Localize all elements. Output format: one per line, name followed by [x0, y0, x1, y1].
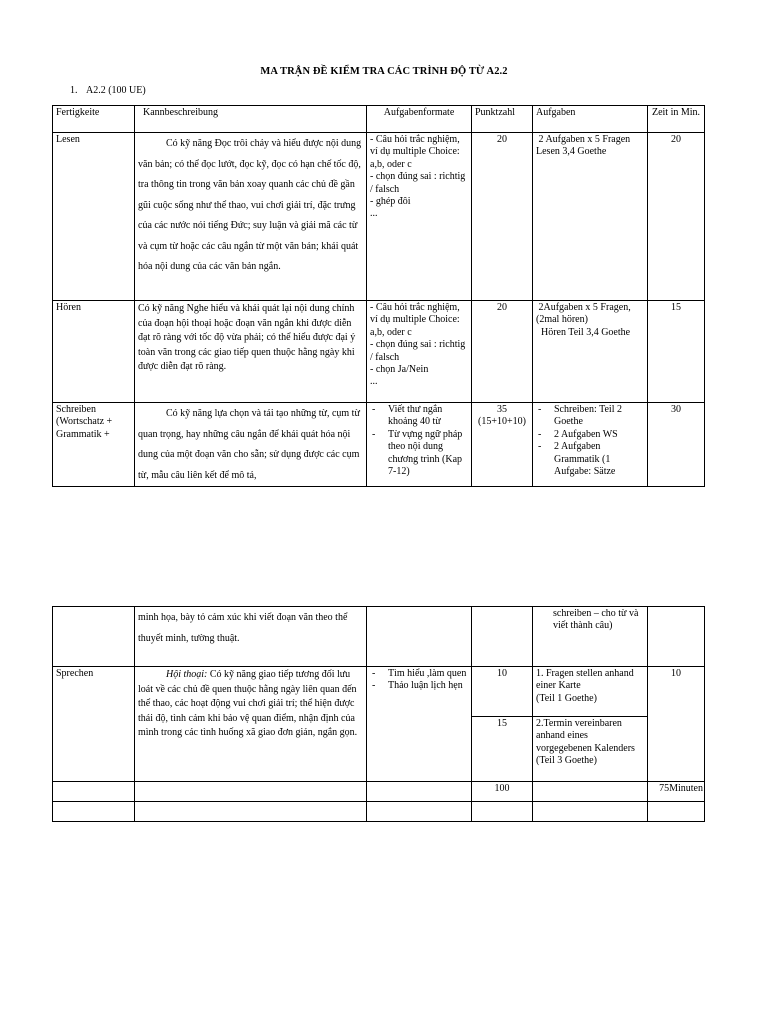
task-item: 2.Termin vereinbaren anhand eines vorgegebenen Kalenders — [536, 718, 635, 754]
task-item: - 2 Aufgaben Grammatik (1 Aufgabe: Sätze — [536, 441, 644, 478]
skill-cell: Hören — [53, 301, 135, 403]
description-cell — [135, 667, 367, 782]
format-item: - chọn Ja/Nein — [370, 364, 429, 376]
format-item: - Tìm hiểu ,làm quen — [370, 668, 468, 680]
row-empty — [53, 802, 705, 822]
tasks-cell — [533, 133, 648, 301]
row-lesen — [53, 133, 705, 301]
skill-cell — [53, 607, 135, 667]
points-cell-1: 10 — [472, 667, 533, 717]
skill-cell — [53, 782, 135, 802]
empty-cell — [135, 802, 367, 822]
tasks-cell-1 — [533, 667, 648, 717]
points-breakdown: (15+10+10) — [478, 416, 526, 428]
format-item: - Từ vựng ngữ pháp theo nội dung chương trình (Kap 7-12) — [370, 429, 468, 479]
description-cell: Có kỹ năng Đọc trôi chảy và hiểu được nội dung văn bản; có thể đọc lướt, đọc kỹ, đọc có hạn chế tốc độ, tra thông tin trong văn bản xoay quanh các chủ đề gần gũi cuộc sống như thể thao, vui chơi giải trí, đặc trưng của các nước nói tiếng Đức; suy luận và giải mã các từ và cụm từ hoặc các câu ngắn từ một văn bản; khái quát hóa nội dung của các văn bản ngắn. — [135, 133, 367, 301]
description-cell: Có kỹ năng Nghe hiểu và khái quát lại nội dung chính của đoạn hội thoại hoặc đoạn văn ngắn khi được diễn đạt rõ ràng với tốc độ vừa phải; có thể hiểu được đại ý toàn văn trong các giao tiếp quen thuộc hằng ngày khi được diễn đạt rõ ràng. — [135, 301, 367, 403]
description-cell: Có kỹ năng lựa chọn và tái tạo những từ, cụm từ quan trọng, hay những câu ngắn để khái quát hóa nội dung của một đoạn văn cho sẵn; sử dụng được các cụm từ, mẫu câu liên kết để mô tả, — [135, 403, 367, 487]
formats-cell — [367, 667, 472, 782]
format-item: - Viết thư ngắn khoảng 40 từ — [370, 404, 468, 429]
section-heading — [70, 85, 146, 96]
points-cell — [472, 607, 533, 667]
task-item: (Teil 3 Goethe) — [536, 755, 597, 767]
skill-cell: Lesen — [53, 133, 135, 301]
format-item: - chọn đúng sai : richtig / falsch — [370, 339, 466, 363]
tasks-cell — [533, 782, 648, 802]
header-description: Kannbeschreibung — [135, 106, 367, 133]
empty-cell — [367, 802, 472, 822]
points-value: 35 — [497, 404, 507, 415]
skill-cell: Sprechen — [53, 667, 135, 782]
header-skill: Fertigkeite — [53, 106, 135, 133]
matrix-table-part-2 — [52, 606, 705, 822]
points-cell-2: 15 — [472, 717, 533, 782]
points-cell — [472, 403, 533, 487]
task-item: 1. Fragen stellen anhand einer Karte — [536, 668, 634, 692]
task-item: - Schreiben: Teil 2 Goethe — [536, 404, 644, 429]
section-number: 1. — [70, 85, 78, 96]
tasks-cell — [533, 607, 648, 667]
description-cell: minh họa, bày tỏ cảm xúc khi viết đoạn văn theo thể thuyết minh, tường thuật. — [135, 607, 367, 667]
task-item: Hören Teil 3,4 Goethe — [536, 326, 631, 338]
header-tasks: Aufgaben — [533, 106, 648, 133]
format-item: - Câu hỏi trắc nghiệm, ví dụ multiple Choice: a,b, oder c — [370, 302, 460, 338]
empty-cell — [533, 802, 648, 822]
row-total — [53, 782, 705, 802]
time-cell — [648, 607, 705, 667]
format-item: - chọn đúng sai : richtig / falsch — [370, 171, 466, 195]
format-item: ... — [370, 376, 378, 388]
task-item: 2Aufgaben x 5 Fragen, — [536, 302, 631, 313]
row-schreiben-continued — [53, 607, 705, 667]
task-item: 2 Aufgaben x 5 Fragen — [536, 134, 631, 145]
task-item: Lesen 3,4 Goethe — [536, 146, 607, 158]
points-cell: 20 — [472, 133, 533, 301]
points-cell: 20 — [472, 301, 533, 403]
formats-cell — [367, 133, 472, 301]
tasks-cell — [533, 301, 648, 403]
total-points: 100 — [472, 782, 533, 802]
tasks-cell — [533, 403, 648, 487]
page-title: MA TRẬN ĐỀ KIỂM TRA CÁC TRÌNH ĐỘ TỪ A2.2 — [260, 66, 508, 77]
description-body: Có kỹ năng giao tiếp tương đối lưu loát về các chủ đề quen thuộc hằng ngày liên quan đến thể thao, các hoạt động vui chơi giải trí; thể hiện được thái độ, tình cảm khi bảo vệ quan điểm, nhận định của mình trong các tình huống xã giao đơn giản, ngắn gọn. — [138, 669, 358, 738]
task-item: schreiben – cho từ và viết thành câu) — [553, 608, 639, 632]
time-cell: 15 — [648, 301, 705, 403]
section-label: A2.2 (100 UE) — [86, 85, 146, 96]
description-cell — [135, 782, 367, 802]
empty-cell — [53, 802, 135, 822]
formats-cell — [367, 607, 472, 667]
task-item: - 2 Aufgaben WS — [536, 429, 644, 441]
task-item: (Teil 1 Goethe) — [536, 692, 597, 704]
row-sprechen — [53, 667, 705, 717]
row-schreiben — [53, 403, 705, 487]
time-cell: 20 — [648, 133, 705, 301]
empty-cell — [648, 802, 705, 822]
format-item: - ghép đôi — [370, 196, 411, 208]
tasks-cell-2 — [533, 717, 648, 782]
header-points: Punktzahl — [472, 106, 533, 133]
description-lead: Hội thoại: — [166, 669, 208, 680]
matrix-table-part-1 — [52, 105, 705, 487]
formats-cell — [367, 301, 472, 403]
format-item: - Câu hỏi trắc nghiệm, ví dụ multiple Choice: a,b, oder c — [370, 134, 460, 170]
time-cell: 10 — [648, 667, 705, 782]
task-item: (2mal hören) — [536, 314, 588, 326]
empty-cell — [472, 802, 533, 822]
header-time: Zeit in Min. — [648, 106, 705, 133]
time-cell: 30 — [648, 403, 705, 487]
format-item: - Thảo luận lịch hẹn — [370, 680, 468, 692]
formats-cell — [367, 403, 472, 487]
header-row — [53, 106, 705, 133]
row-hoeren — [53, 301, 705, 403]
format-item: ... — [370, 208, 378, 220]
skill-cell: Schreiben (Wortschatz + Grammatik + — [53, 403, 135, 487]
formats-cell — [367, 782, 472, 802]
header-formats: Aufgabenformate — [367, 106, 472, 133]
total-time: 75Minuten — [648, 782, 705, 802]
